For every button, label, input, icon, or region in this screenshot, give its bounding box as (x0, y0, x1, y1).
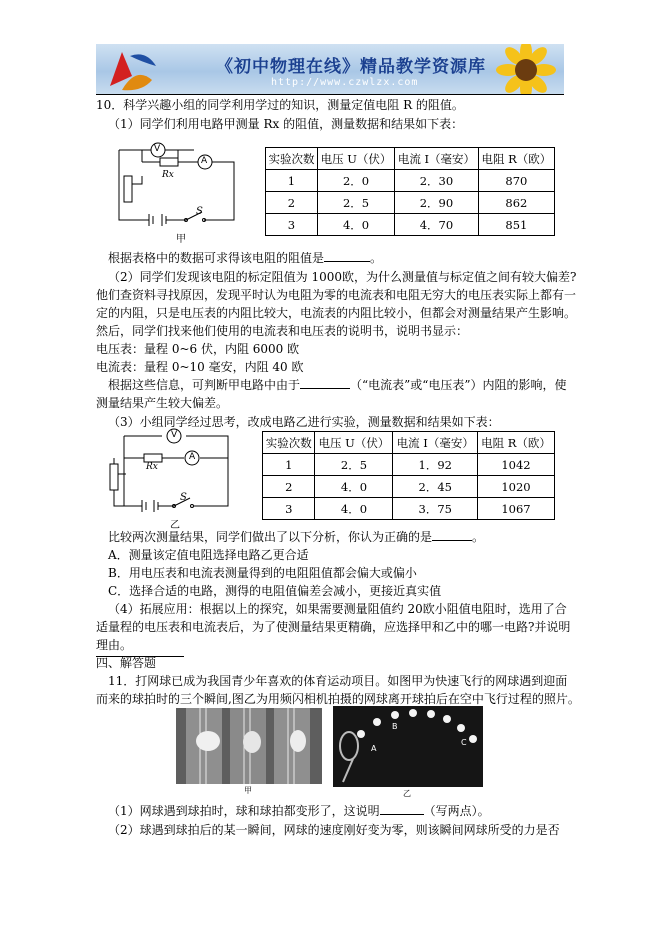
table-header: 电压 U（伏） (317, 148, 394, 170)
data-table-2 (262, 431, 555, 520)
circuit-caption-yi: 乙 (170, 520, 180, 531)
q11-sub2: （2）球遇到球拍后的某一瞬间，网球的速度刚好变为零，则该瞬间网球所受的力是否 (108, 823, 560, 837)
table-header: 实验次数 (263, 432, 315, 454)
voltmeter-spec: 电压表：量程 0~6 伏，内阻 6000 欧 (96, 342, 300, 356)
point-label-c: C (461, 738, 467, 747)
table-cell: 4．0 (315, 476, 393, 498)
option-c: C．选择合适的电路，测得的电阻值偏差会减小，更接近真实值 (108, 584, 442, 598)
circuit-diagram-yi (100, 428, 240, 518)
q10-part4-line: 适量程的电压表和电流表后，为了使测量结果更精确，应选择甲和乙中的哪一电路?并说明 (96, 620, 571, 634)
q11-line: 11．打网球已成为我国青少年喜欢的体育运动项目。如图甲为快速飞行的网球遇到迎面 (108, 674, 568, 688)
table-row (266, 170, 555, 192)
table-row (266, 214, 555, 236)
q10-sub1-end: 。 (370, 251, 383, 265)
table-cell: 2．30 (395, 170, 479, 192)
table-cell: 2．90 (395, 192, 479, 214)
q10-part3-ask: 比较两次测量结果，同学们做出了以下分析，你认为正确的是 (108, 530, 433, 544)
ammeter-spec: 电流表：量程 0~10 毫安，内阻 40 欧 (96, 360, 304, 374)
table-cell: 2．5 (315, 454, 393, 476)
table-cell: 2．0 (317, 170, 394, 192)
point-label-b: B (392, 722, 398, 731)
data-table-1 (265, 147, 555, 236)
photo-racket-impact (176, 708, 322, 784)
q10-part2-ask-end: 测量结果产生较大偏差。 (96, 396, 229, 410)
q10-part3: （3）小组同学经过思考，改成电路乙进行实验，测量数据和结果如下表： (108, 415, 500, 429)
header-banner (96, 44, 564, 94)
table-cell: 870 (478, 170, 554, 192)
table-header: 电阻 R（欧） (478, 432, 555, 454)
table-cell: 851 (478, 214, 554, 236)
table-cell: 1 (266, 170, 318, 192)
q10-part3-end: 。 (472, 530, 485, 544)
table-cell: 2．45 (393, 476, 478, 498)
table-row (266, 192, 555, 214)
switch-label: S (180, 492, 187, 503)
answer-blank[interactable] (380, 814, 424, 815)
table-cell: 1020 (478, 476, 555, 498)
section-heading: 四、解答题 (96, 656, 157, 670)
option-b: B．用电压表和电流表测量得到的电阻阻值都会偏大或偏小 (108, 566, 417, 580)
table-cell: 3 (263, 498, 315, 520)
table-cell: 4．0 (315, 498, 393, 520)
q10-part3-question (108, 529, 484, 545)
table-cell: 4．0 (317, 214, 394, 236)
q10-part2-ask: （“电流表”或“电压表”）内阻的影响，使 (350, 378, 567, 392)
voltmeter-label: V (171, 430, 178, 440)
table-cell: 3．75 (393, 498, 478, 520)
switch-label: S (196, 206, 203, 217)
q10-title: 10．科学兴趣小组的同学利用学过的知识，测量定值电阻 R 的阻值。 (96, 98, 464, 112)
table-header: 电阻 R（欧） (478, 148, 554, 170)
q10-part2-line: 他们查资料寻找原因，发现平时认为电阻为零的电流表和电阻无穷大的电压表实际上都有一 (96, 288, 577, 302)
option-a: A．测量该定值电阻选择电路乙更合适 (108, 548, 309, 562)
q10-part2-line: 然后，同学们找来他们使用的电流表和电压表的说明书，说明书显示： (96, 324, 469, 338)
table-header: 电流 I（毫安） (393, 432, 478, 454)
table-cell: 1 (263, 454, 315, 476)
table-cell: 2 (266, 192, 318, 214)
q11-line: 而来的球拍时的三个瞬间,图乙为用频闪相机拍摄的网球离开球拍后在空中飞行过程的照片。 (96, 692, 580, 706)
logo-icon (102, 46, 162, 92)
table-cell: 1．92 (393, 454, 478, 476)
table-row (263, 454, 555, 476)
table-cell: 3 (266, 214, 318, 236)
racket-impact-image (176, 708, 322, 784)
q10-sub1-question (108, 250, 382, 266)
banner-title: 《初中物理在线》精品教学资源库 (216, 57, 486, 77)
ammeter-label: A (201, 156, 208, 166)
banner-divider (96, 94, 564, 95)
table-header: 电流 I（毫安） (395, 148, 479, 170)
answer-blank[interactable] (300, 388, 350, 389)
q10-part2-ask: 根据这些信息，可判断甲电路中由于 (108, 378, 301, 392)
point-label-a: A (371, 744, 377, 753)
table-header: 实验次数 (266, 148, 318, 170)
answer-blank[interactable] (324, 261, 370, 262)
q10-part1: （1）同学们利用电路甲测量 Rx 的阻值，测量数据和结果如下表： (108, 117, 464, 131)
circuit-caption-jia: 甲 (176, 234, 186, 245)
table-cell: 1067 (478, 498, 555, 520)
banner-url[interactable]: http://www.czwlzx.com (271, 77, 419, 88)
q10-part2-line: （2）同学们发现该电阻的标定阻值为 1000欧，为什么测量值与标定值之间有较大偏差? (108, 270, 577, 284)
q10-part4-line: 理由。 (96, 638, 133, 652)
table-row (263, 498, 555, 520)
table-header: 电压 U（伏） (315, 432, 393, 454)
voltmeter-label: V (154, 144, 161, 154)
table-header-row (266, 148, 555, 170)
sunflower-icon (486, 44, 564, 94)
q10-sub1-text: 根据表格中的数据可求得该电阻的阻值是 (108, 251, 325, 265)
table-header-row (263, 432, 555, 454)
ammeter-label: A (189, 452, 196, 462)
table-cell: 2 (263, 476, 315, 498)
table-cell: 1042 (478, 454, 555, 476)
table-cell: 862 (478, 192, 554, 214)
table-cell: 4．70 (395, 214, 479, 236)
photo-caption-yi: 乙 (403, 789, 411, 798)
resistor-label: Rx (162, 170, 174, 180)
resistor-label: Rx (146, 462, 158, 472)
table-row (263, 476, 555, 498)
table-cell: 2．5 (317, 192, 394, 214)
circuit-diagram-jia (104, 136, 244, 240)
q10-part4-line: （4）拓展应用：根据以上的探究，如果需要测量阻值约 20欧小阻值电阻时，选用了合 (108, 602, 567, 616)
q10-part2-question (108, 377, 567, 393)
q10-part2-line: 定的内阻，只是电压表的内阻比较大，电流表的内阻比较小，但都会对测量结果产生影响。 (96, 306, 577, 320)
q11-sub1 (108, 803, 490, 819)
photo-caption-jia: 甲 (244, 786, 252, 795)
answer-blank[interactable] (432, 540, 472, 541)
q11-sub1-text: （1）网球遇到球拍时，球和球拍都变形了，这说明 (108, 804, 380, 818)
q11-sub1-end: （写两点）。 (423, 804, 490, 818)
